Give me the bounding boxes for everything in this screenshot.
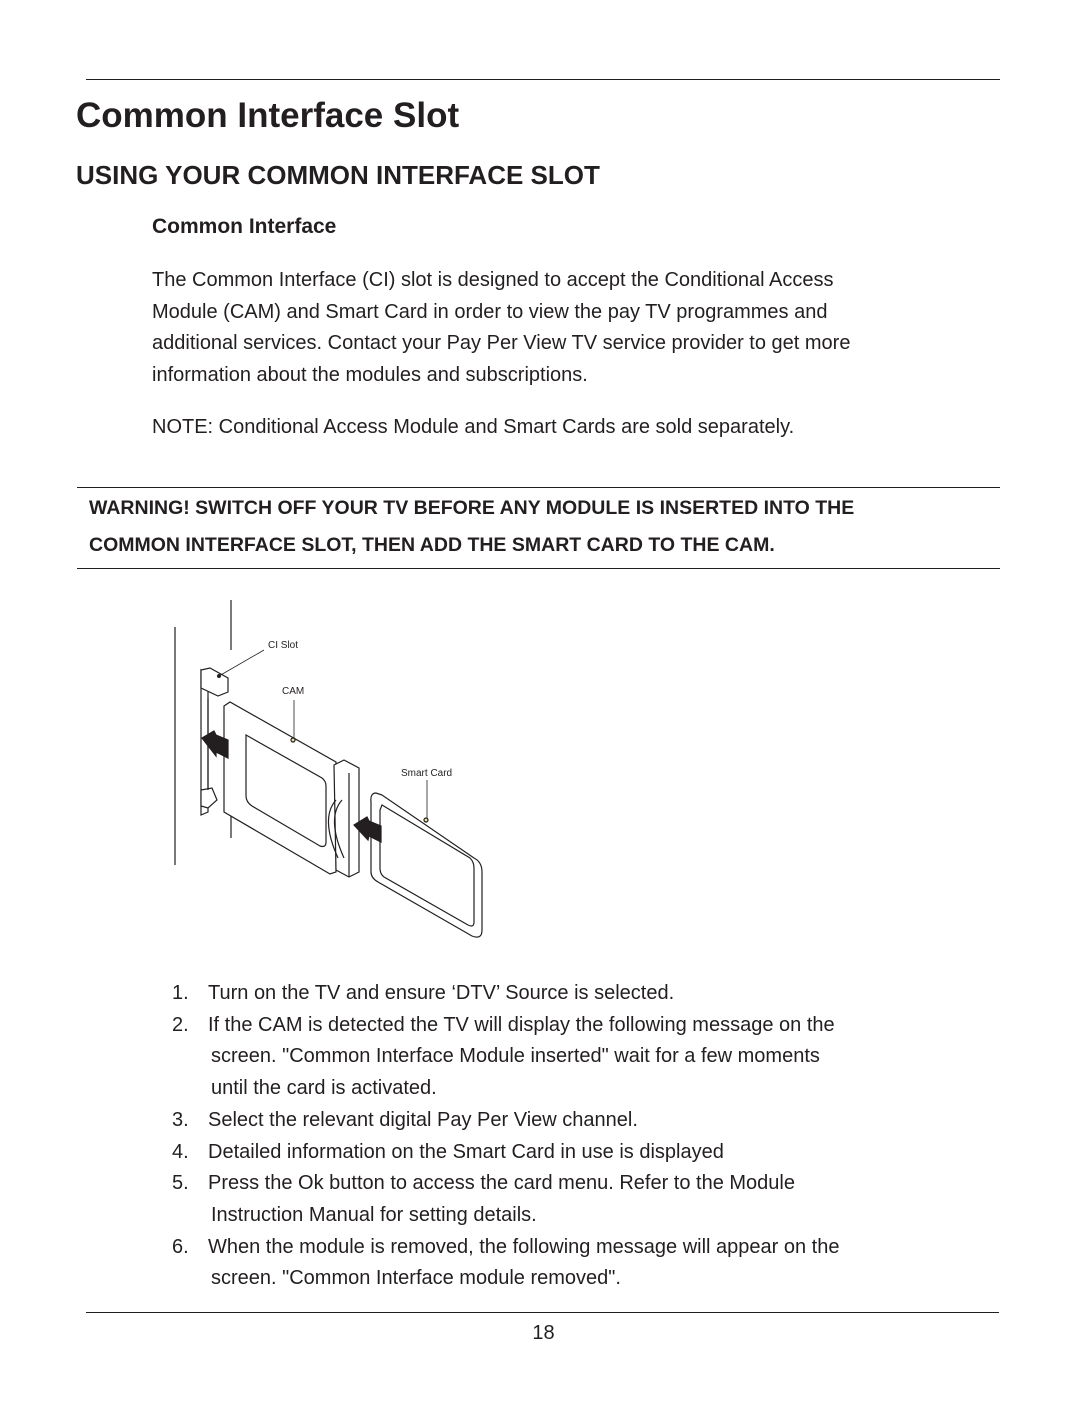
top-rule [86, 79, 1000, 80]
step-number: 4. [172, 1140, 189, 1163]
list-item [172, 1232, 839, 1295]
step-text: If the CAM is detected the TV will display the following message on the [208, 1013, 835, 1036]
leader-line [219, 650, 264, 676]
warning-line: COMMON INTERFACE SLOT, THEN ADD THE SMART CARD TO THE CAM. [89, 534, 775, 556]
para-line: The Common Interface (CI) slot is designed to accept the Conditional Access [152, 269, 834, 291]
ci-slot-diagram [160, 590, 500, 950]
section-title: USING YOUR COMMON INTERFACE SLOT [76, 160, 600, 190]
step-text: Press the Ok button to access the card menu. Refer to the Module [208, 1172, 795, 1195]
step-text: When the module is removed, the following message will appear on the [208, 1235, 840, 1258]
subsection-heading: Common Interface [152, 215, 337, 238]
step-text: until the card is activated. [211, 1077, 437, 1100]
step-text: screen. "Common Interface module removed". [211, 1267, 621, 1290]
warning-rule-bottom [77, 568, 1000, 569]
list-item [172, 1137, 839, 1169]
step-text: Select the relevant digital Pay Per View channel. [208, 1108, 638, 1131]
step-number: 5. [172, 1172, 189, 1195]
para-line: information about the modules and subscriptions. [152, 363, 588, 386]
steps-list [172, 978, 839, 1295]
step-number: 6. [172, 1235, 189, 1258]
step-number: 3. [172, 1108, 189, 1131]
step-text: Detailed information on the Smart Card in use is displayed [208, 1140, 724, 1163]
step-text: Instruction Manual for setting details. [211, 1203, 537, 1226]
list-item [172, 978, 839, 1010]
list-item [172, 1105, 839, 1137]
cam-label: CAM [282, 686, 305, 697]
step-text: Turn on the TV and ensure ‘DTV’ Source is selected. [208, 982, 675, 1004]
list-item [172, 1010, 839, 1105]
bottom-rule [86, 1312, 999, 1313]
step-text: screen. "Common Interface Module inserted" wait for a few moments [211, 1045, 820, 1068]
note: NOTE: Conditional Access Module and Smart Cards are sold separately. [152, 416, 795, 438]
smart-card [371, 793, 482, 937]
warning-rule-top [77, 487, 1000, 488]
para-line: additional services. Contact your Pay Per View TV service provider to get more [152, 332, 851, 354]
page-title: Common Interface Slot [76, 96, 460, 135]
para-line: Module (CAM) and Smart Card in order to view the pay TV programmes and [152, 300, 828, 323]
step-number: 1. [172, 982, 189, 1004]
smart-card-label: Smart Card [401, 768, 453, 779]
cam-marker [291, 738, 295, 742]
cam-module [224, 702, 359, 877]
intro-paragraph [152, 265, 850, 391]
list-item [172, 1168, 839, 1231]
step-number: 2. [172, 1013, 189, 1036]
warning-line: WARNING! SWITCH OFF YOUR TV BEFORE ANY MODULE IS INSERTED INTO THE [89, 497, 855, 519]
page-number: 18 [532, 1322, 555, 1344]
warning-box [89, 490, 854, 564]
ci-slot-label: CI Slot [268, 640, 299, 651]
card-marker [424, 818, 428, 822]
